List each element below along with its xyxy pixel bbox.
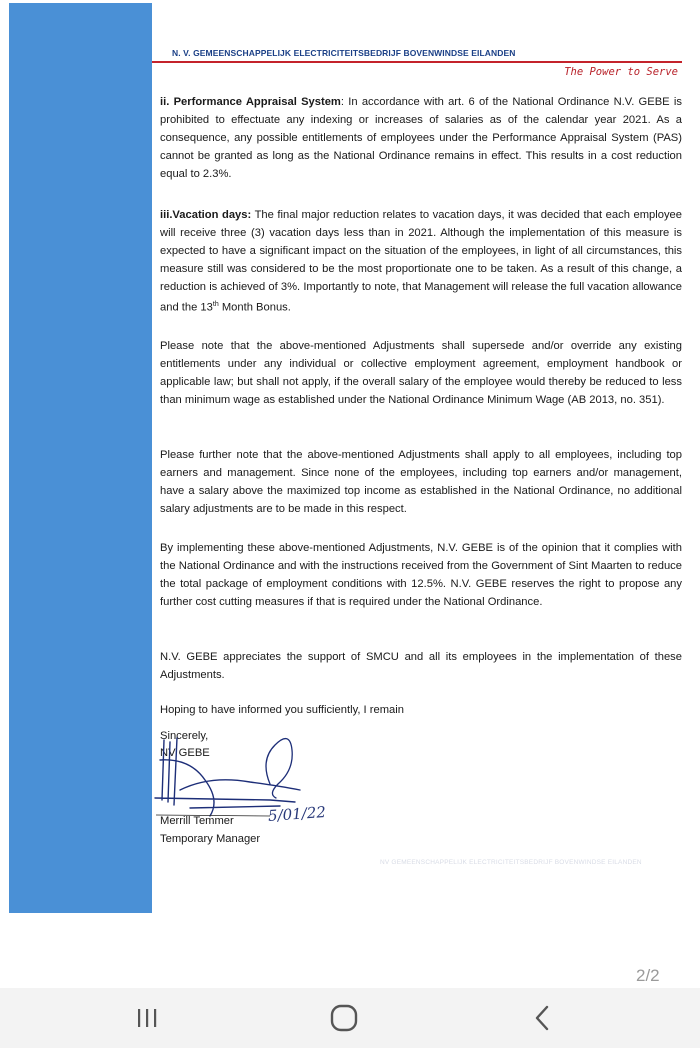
signer-title: Temporary Manager bbox=[160, 833, 261, 845]
paragraph-compliance bbox=[160, 539, 682, 611]
back-button[interactable] bbox=[502, 988, 582, 1048]
recents-icon bbox=[135, 1007, 159, 1029]
recents-button[interactable] bbox=[107, 988, 187, 1048]
superscript: th bbox=[212, 301, 219, 308]
company-tagline: The Power to Serve bbox=[564, 66, 678, 78]
page-counter: 2/2 bbox=[636, 966, 660, 985]
home-button[interactable] bbox=[304, 988, 384, 1048]
handwritten-date: 5/01/22 bbox=[267, 803, 327, 825]
paragraph-heading: iii.Vacation days: bbox=[160, 209, 252, 221]
letterhead-blue-stripe bbox=[9, 3, 152, 913]
header-divider bbox=[152, 61, 682, 63]
paragraph-text: The final major reduction relates to vacation days, it was decided that each employee will receive three (3) vacation days less than in 2021. Although the implementation of this measure is expected to have a significant impact on the situation of the employees, in light of all circumstances, this measure still was considered to be the most proportionate one to be taken. As a result of this change, a reduction is achieved of 3%. Importantly to note, that Management will release the full vacation allowance and the 13 bbox=[160, 209, 682, 314]
paragraph-text: : In accordance with art. 6 of the National Ordinance N.V. GEBE is prohibited to effectuate any indexing or increases of salaries as of the calendar year 2021. As a consequence, any possible entitlements of employees under the Performance Appraisal System (PAS) cannot be granted as long as the National Ordinance remains in effect. This results in a cost reduction equal to 2.3%. bbox=[160, 96, 682, 180]
company-letterhead: N. V. GEMEENSCHAPPELIJK ELECTRICITEITSBEDRIJF BOVENWINDSE EILANDEN bbox=[172, 48, 516, 58]
footer-watermark: NV GEMEENSCHAPPELIJK ELECTRICITEITSBEDRIJF BOVENWINDSE EILANDEN bbox=[380, 859, 642, 866]
paragraph-heading: ii. Performance Appraisal System bbox=[160, 96, 341, 108]
paragraph-text: By implementing these above-mentioned Adjustments, N.V. GEBE is of the opinion that it complies with the National Ordinance and with the instructions received from the Government of Sint Maarten to reduce the total package of employment conditions with 12.5%. N.V. GEBE reserves the right to propose any further cost cutting measures if that is required under the National Ordinance. bbox=[160, 542, 682, 608]
paragraph-appreciation bbox=[160, 648, 682, 684]
signing-company: NV GEBE bbox=[160, 747, 210, 759]
paragraph-text: Please note that the above-mentioned Adjustments shall supersede and/or override any existing entitlements under any individual or collective employment agreement, employment handbook or applicable law; but shall not apply, if the overall salary of the employee would thereby be reduced to less than minimum wage as established under the National Ordinance Minimum Wage (AB 2013, no. 351). bbox=[160, 340, 682, 406]
paragraph-text: Please further note that the above-mentioned Adjustments shall apply to all employees, including top earners and management. Since none of the employees, including top earners and/or management, have a salary above the maximized top income as established in the National Ordinance, no additional salary adjustments are to be made in this respect. bbox=[160, 449, 682, 515]
closing-salutation: Sincerely, bbox=[160, 730, 209, 742]
paragraph-performance-appraisal bbox=[160, 93, 682, 183]
paragraph-vacation-days bbox=[160, 206, 682, 317]
paragraph-closing-remark bbox=[160, 701, 682, 719]
paragraph-text: N.V. GEBE appreciates the support of SMCU and all its employees in the implementation of these Adjustments. bbox=[160, 651, 682, 681]
paragraph-text-end: Month Bonus. bbox=[218, 301, 291, 314]
home-icon bbox=[329, 1003, 359, 1033]
back-icon bbox=[532, 1004, 552, 1032]
paragraph-supersede-notice bbox=[160, 337, 682, 409]
paragraph-text: Hoping to have informed you sufficiently, I remain bbox=[160, 704, 404, 716]
signer-name: Merrill Temmer bbox=[160, 815, 234, 827]
paragraph-apply-all-employees bbox=[160, 446, 682, 518]
android-navigation-bar bbox=[0, 988, 700, 1048]
